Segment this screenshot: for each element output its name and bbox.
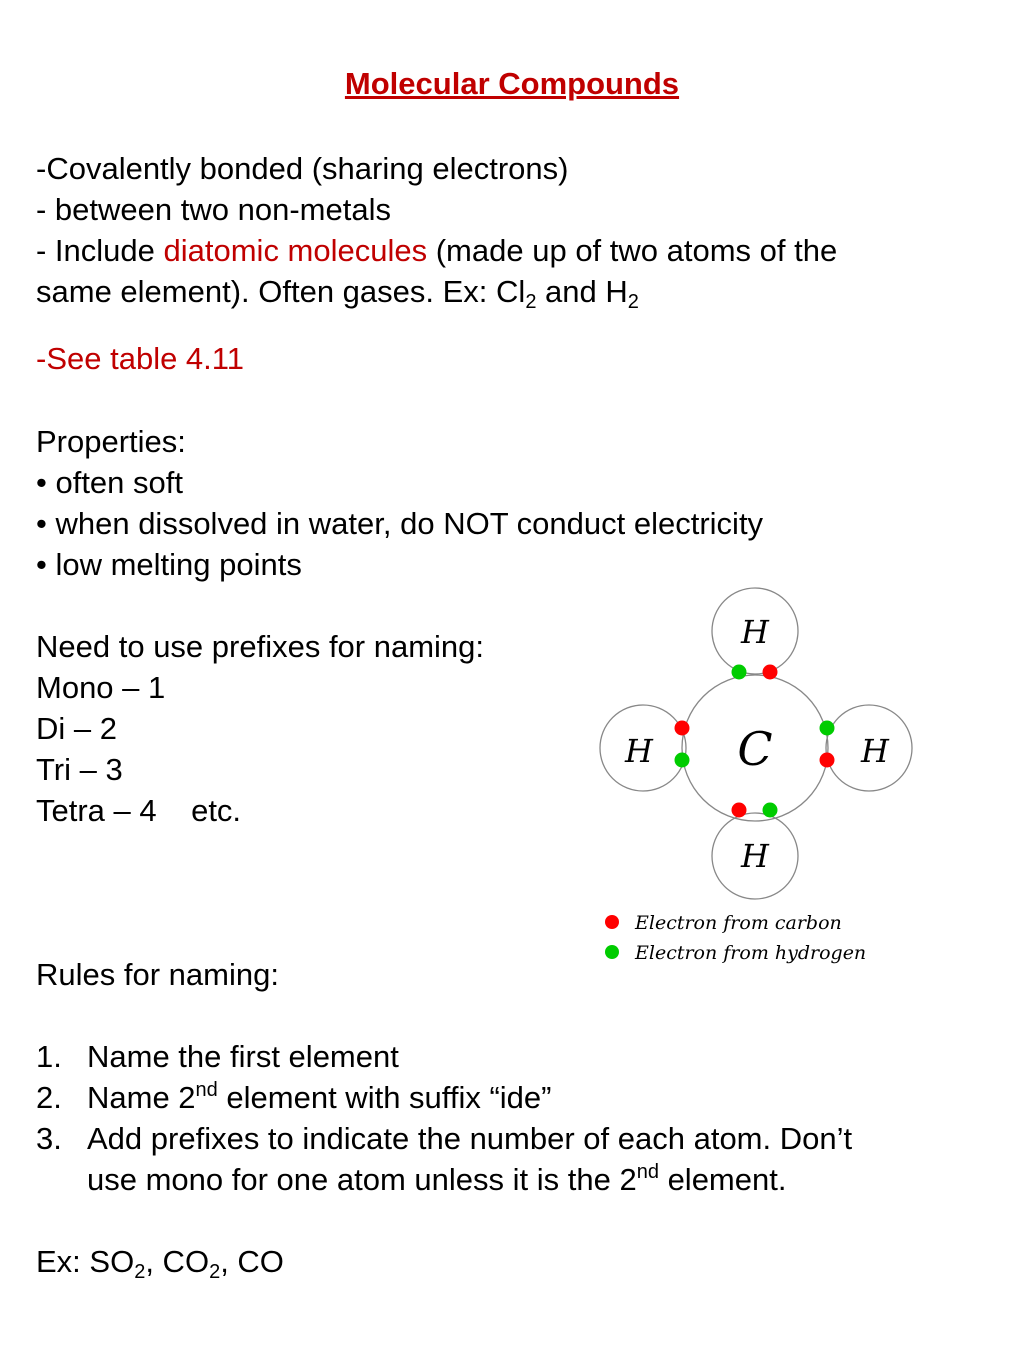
carbon-symbol: C [737, 722, 773, 776]
legend-hydrogen-label: Electron from hydrogen [635, 942, 867, 964]
electron-carbon [732, 803, 747, 818]
hydrogen-symbol-right: H [861, 732, 889, 770]
intro-line-4-mid: and H [536, 274, 628, 309]
prefix-item: Di – 2 [36, 711, 117, 746]
properties-heading: Properties: [36, 424, 186, 459]
diatomic-molecules-term: diatomic molecules [163, 233, 428, 268]
ordinal-suffix: nd [636, 1161, 659, 1183]
co2-subscript: 2 [209, 1261, 221, 1283]
prefix-item: Mono – 1 [36, 670, 166, 705]
example-mid: , CO [145, 1244, 210, 1279]
rule-text-pre: use mono for one atom unless it is the 2 [87, 1162, 637, 1197]
so2-subscript: 2 [134, 1261, 146, 1283]
electron-hydrogen [763, 803, 778, 818]
prefixes-heading: Need to use prefixes for naming: [36, 629, 485, 664]
rule-text: Add prefixes to indicate the number of each atom. Don’t [87, 1121, 853, 1156]
example-line [36, 1244, 284, 1283]
prefix-item: Tri – 3 [36, 752, 123, 787]
ordinal-suffix: nd [195, 1079, 218, 1101]
intro-line-2: - between two non-metals [36, 192, 391, 227]
rule-text-pre: Name 2 [87, 1080, 196, 1115]
rule-text: Name the first element [87, 1039, 399, 1074]
legend-carbon-label: Electron from carbon [635, 912, 842, 934]
rule-text-post: element. [658, 1162, 787, 1197]
rules-heading: Rules for naming: [36, 957, 279, 992]
cl-subscript: 2 [525, 291, 537, 313]
intro-line-1: -Covalently bonded (sharing electrons) [36, 151, 569, 186]
property-item: • often soft [36, 465, 183, 500]
prefix-item: Tetra – 4 etc. [36, 793, 242, 828]
legend-hydrogen-dot [605, 945, 619, 959]
intro-line-3-pre: - Include [36, 233, 164, 268]
see-table-note: -See table 4.11 [36, 341, 244, 376]
rule-number: 3. [36, 1121, 62, 1156]
electron-hydrogen [675, 753, 690, 768]
example-post: , CO [220, 1244, 284, 1279]
electron-hydrogen [732, 665, 747, 680]
page-title: Molecular Compounds [344, 66, 680, 101]
rule-number: 1. [36, 1039, 62, 1074]
h-subscript: 2 [627, 291, 639, 313]
electron-carbon [820, 753, 835, 768]
hydrogen-symbol-left: H [625, 732, 653, 770]
rule-text-post: element with suffix “ide” [217, 1080, 552, 1115]
rule-text-continued [87, 1162, 786, 1198]
legend-carbon-dot [605, 915, 619, 929]
electron-hydrogen [820, 721, 835, 736]
intro-line-4-pre: same element). Often gases. Ex: Cl [36, 274, 526, 309]
intro-line-3 [36, 233, 837, 269]
example-pre: Ex: SO [36, 1244, 135, 1279]
hydrogen-symbol-bottom: H [741, 837, 769, 875]
methane-electron-diagram [595, 585, 889, 970]
intro-line-3-post: (made up of two atoms of the [427, 233, 838, 268]
property-item: • low melting points [36, 547, 302, 582]
hydrogen-symbol-top: H [741, 613, 769, 651]
intro-line-4 [36, 274, 639, 313]
rule-text [87, 1080, 551, 1116]
legend [605, 912, 866, 964]
electron-carbon [763, 665, 778, 680]
rule-number: 2. [36, 1080, 62, 1115]
property-item: • when dissolved in water, do NOT conduct electricity [36, 506, 764, 541]
electron-carbon [675, 721, 690, 736]
